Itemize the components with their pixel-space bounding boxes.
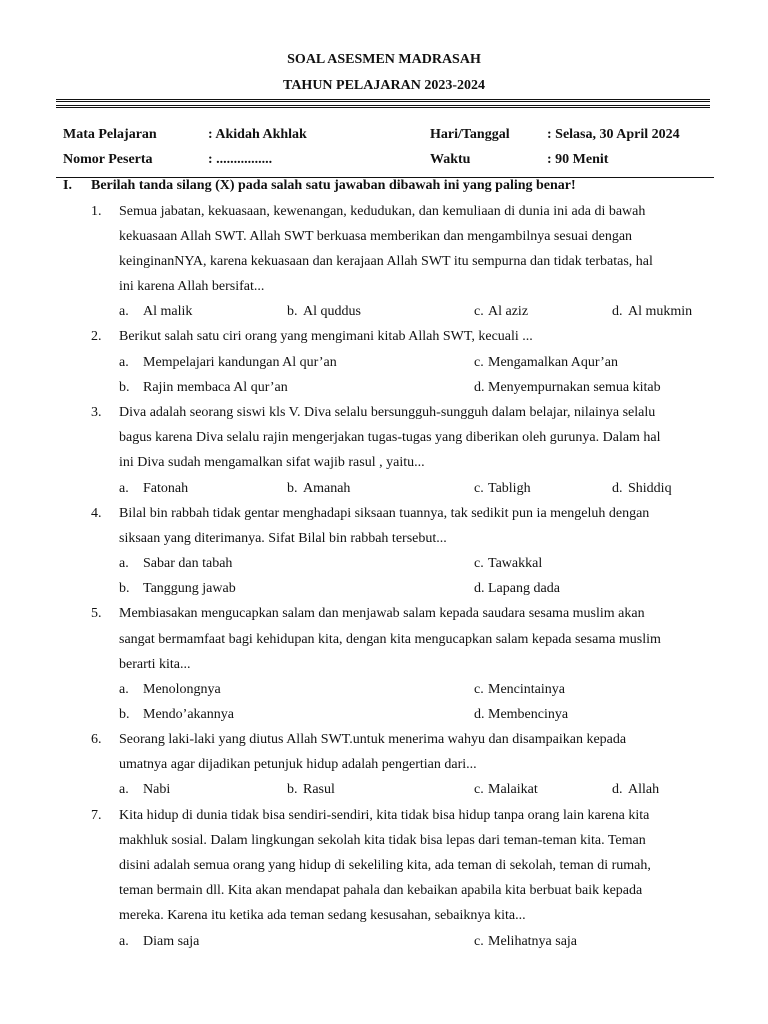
option-letter: b. — [287, 304, 298, 319]
option-text: Mengamalkan Aqur’an — [488, 355, 618, 370]
question-text: Semua jabatan, kekuasaan, kewenangan, kedudukan, dan kemuliaan di dunia ini ada di bawah — [119, 204, 646, 219]
option-text: Diam saja — [143, 934, 200, 949]
option-text: Tawakkal — [488, 556, 543, 571]
option-letter: c. — [474, 304, 484, 319]
option-letter: c. — [474, 481, 484, 496]
question-text: Berikut salah satu ciri orang yang mengimani kitab Allah SWT, kecuali ... — [119, 329, 533, 344]
question-text: berarti kita... — [119, 657, 191, 672]
option-letter: a. — [119, 782, 129, 797]
option-letter: a. — [119, 682, 129, 697]
option-text: Al malik — [143, 304, 193, 319]
option-text: Al mukmin — [628, 304, 693, 319]
participant-value: : ................ — [208, 152, 273, 167]
question-text: Bilal bin rabbah tidak gentar menghadapi siksaan tuannya, tak sedikit pun ia mengeluh dengan — [119, 506, 650, 521]
option-letter: a. — [119, 556, 129, 571]
question-text: sangat bermamfaat bagi kehidupan kita, dengan kita mengucapkan salam kepada sesama muslim — [119, 632, 661, 647]
option-text: Allah — [628, 782, 660, 797]
option-text: Al quddus — [303, 304, 361, 319]
header-separator — [56, 99, 710, 108]
exam-title: SOAL ASESMEN MADRASAH — [287, 52, 481, 67]
option-text: Lapang dada — [488, 581, 560, 596]
option-letter: a. — [119, 481, 129, 496]
question-text: Kita hidup di dunia tidak bisa sendiri-sendiri, kita tidak bisa hidup tanpa orang lain karena kita — [119, 808, 650, 823]
option-letter: b. — [287, 782, 298, 797]
option-text: Rasul — [303, 782, 335, 797]
question-text: makhluk sosial. Dalam lingkungan sekolah kita tidak bisa lepas dari teman-teman kita. Teman — [119, 833, 646, 848]
question-number: 5. — [91, 606, 102, 621]
option-text: Mencintainya — [488, 682, 565, 697]
question-text: ini Diva sudah mengamalkan sifat wajib rasul , yaitu... — [119, 455, 425, 470]
question-number: 1. — [91, 204, 102, 219]
question-text: disini adalah semua orang yang hidup di sekeliling kita, ada teman di sekolah, teman di rumah, — [119, 858, 651, 873]
question-text: ini karena Allah bersifat... — [119, 279, 265, 294]
option-letter: d. — [612, 481, 623, 496]
option-letter: a. — [119, 304, 129, 319]
section-number: I. — [63, 178, 72, 193]
question-text: Seorang laki-laki yang diutus Allah SWT.untuk menerima wahyu dan disampaikan kepada — [119, 732, 627, 747]
question-text: teman bermain dll. Kita akan mendapat pahala dan kebaikan apabila kita berbuat baik kepada — [119, 883, 643, 898]
option-text: Menyempurnakan semua kitab — [488, 380, 661, 395]
option-text: Menolongnya — [143, 682, 221, 697]
question-text: bagus karena Diva selalu rajin mengerjakan tugas-tugas yang diberikan oleh gurunya. Dalam hal — [119, 430, 661, 445]
date-label: Hari/Tanggal — [430, 127, 510, 142]
option-text: Tabligh — [488, 481, 531, 496]
option-text: Mendo’akannya — [143, 707, 234, 722]
option-letter: b. — [287, 481, 298, 496]
question-text: mereka. Karena itu ketika ada teman sedang kesusahan, sebaiknya kita... — [119, 908, 526, 923]
option-letter: a. — [119, 355, 129, 370]
option-letter: b. — [119, 380, 130, 395]
option-letter: c. — [474, 682, 484, 697]
question-number: 6. — [91, 732, 102, 747]
section-instruction: Berilah tanda silang (X) pada salah satu jawaban dibawah ini yang paling benar! — [91, 178, 576, 193]
participant-label: Nomor Peserta — [63, 152, 153, 167]
option-letter: b. — [119, 707, 130, 722]
date-value: : Selasa, 30 April 2024 — [547, 127, 680, 142]
option-text: Membencinya — [488, 707, 569, 722]
option-letter: d. — [474, 581, 485, 596]
option-text: Tanggung jawab — [143, 581, 236, 596]
option-letter: c. — [474, 556, 484, 571]
exam-year: TAHUN PELAJARAN 2023-2024 — [283, 78, 485, 93]
question-text: Diva adalah seorang siswi kls V. Diva selalu bersungguh-sungguh dalam belajar, nilainya selalu — [119, 405, 656, 420]
option-text: Rajin membaca Al qur’an — [143, 380, 288, 395]
option-letter: b. — [119, 581, 130, 596]
option-text: Al aziz — [488, 304, 529, 319]
question-number: 2. — [91, 329, 102, 344]
question-text: kekuasaan Allah SWT. Allah SWT berkuasa memberikan dan mengambilnya sesuai dengan — [119, 229, 633, 244]
option-letter: d. — [474, 707, 485, 722]
question-number: 3. — [91, 405, 102, 420]
option-text: Fatonah — [143, 481, 189, 496]
option-letter: c. — [474, 934, 484, 949]
option-letter: d. — [612, 304, 623, 319]
option-letter: d. — [474, 380, 485, 395]
option-text: Mempelajari kandungan Al qur’an — [143, 355, 337, 370]
option-text: Nabi — [143, 782, 171, 797]
question-text: Membiasakan mengucapkan salam dan menjawab salam kepada saudara sesama muslim akan — [119, 606, 645, 621]
time-value: : 90 Menit — [547, 152, 609, 167]
option-text: Amanah — [303, 481, 351, 496]
option-letter: c. — [474, 782, 484, 797]
question-text: keinginanNYA, karena kekuasaan dan kerajaan Allah SWT itu sempurna dan tidak terbatas, hal — [119, 254, 653, 269]
question-text: umatnya agar dijadikan petunjuk hidup adalah pengertian dari... — [119, 757, 477, 772]
question-number: 7. — [91, 808, 102, 823]
question-text: siksaan yang diterimanya. Sifat Bilal bin rabbah tersebut... — [119, 531, 447, 546]
option-text: Sabar dan tabah — [143, 556, 233, 571]
time-label: Waktu — [430, 152, 471, 167]
option-letter: c. — [474, 355, 484, 370]
subject-value: : Akidah Akhlak — [208, 127, 307, 142]
question-number: 4. — [91, 506, 102, 521]
subject-label: Mata Pelajaran — [63, 127, 157, 142]
option-letter: a. — [119, 934, 129, 949]
option-text: Melihatnya saja — [488, 934, 578, 949]
option-text: Malaikat — [488, 782, 538, 797]
option-text: Shiddiq — [628, 481, 672, 496]
option-letter: d. — [612, 782, 623, 797]
